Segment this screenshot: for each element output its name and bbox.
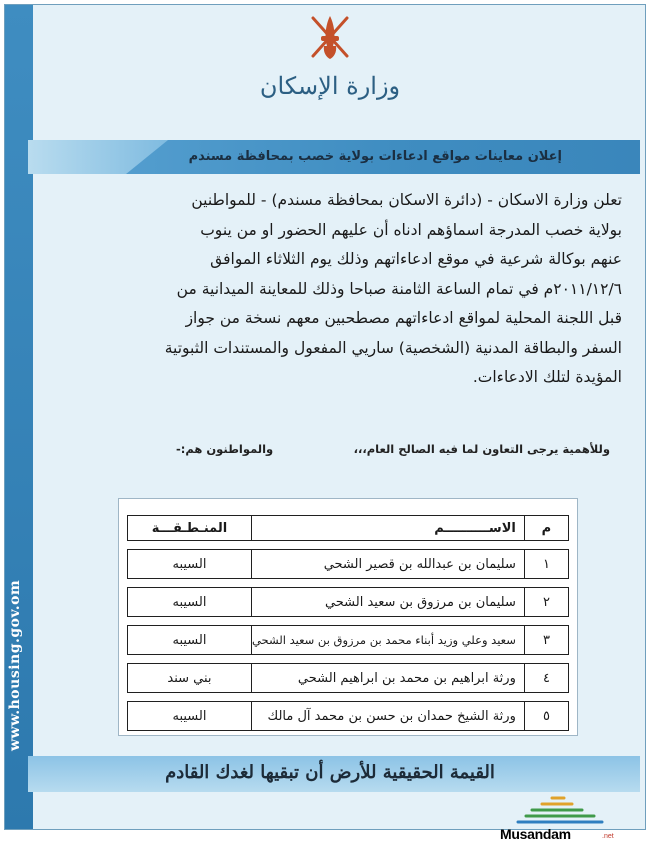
- row-number: ٢: [524, 587, 569, 617]
- row-number: ٥: [524, 701, 569, 731]
- slogan-tagline: القيمة الحقيقية للأرض أن تبقيها لغدك القادم: [165, 762, 495, 783]
- table-row: [127, 587, 569, 617]
- row-number: ٣: [524, 625, 569, 655]
- body-line: السفر والبطاقة المدنية (الشخصية) ساريي المفعول والمستندات الثبوتية: [164, 338, 622, 357]
- header-area: المنـطـقـــة: [127, 515, 251, 541]
- row-name: سعيد وعلي وزيد أبناء محمد بن مرزوق بن سعيد الشحي: [251, 625, 524, 655]
- left-sidebar-band: [5, 5, 33, 829]
- table-row: [127, 549, 569, 579]
- announcement-body: [66, 186, 622, 393]
- watermark-name: Musandam: [500, 826, 571, 842]
- oman-emblem-icon: [307, 12, 353, 62]
- ministry-name: وزارة الإسكان: [259, 72, 401, 100]
- row-name: ورثة ابراهيم بن محمد بن ابراهيم الشحي: [251, 663, 524, 693]
- body-line: قبل اللجنة المحلية لمواقع ادعاءاتهم مصطحبين معهم نسخة من جواز: [185, 309, 622, 327]
- body-line: ٢٠١١/١٢/٦م في تمام الساعة الثامنة صباحا وذلك للمعاينة الميدانية من: [176, 279, 622, 298]
- body-line: تعلن وزارة الاسكان - (دائرة الاسكان بمحافظة مسندم) - للمواطنين: [191, 191, 622, 209]
- website-url[interactable]: www.housing.gov.om: [7, 579, 23, 751]
- row-area: السيبه: [127, 549, 251, 579]
- announcement-headline: إعلان معاينات مواقع ادعاءات بولاية خصب بمحافظة مسندم: [188, 149, 562, 164]
- table-row: [127, 663, 569, 693]
- body-line: المؤيدة لتلك الادعاءات.: [472, 368, 622, 386]
- row-name: سليمان بن عبدالله بن قصير الشحي: [251, 549, 524, 579]
- table-header-row: [127, 515, 569, 541]
- header-name: الاســــــــــم: [251, 515, 524, 541]
- watermark-suffix: .net: [602, 833, 614, 840]
- citizens-table-panel: [118, 498, 578, 736]
- row-number: ٤: [524, 663, 569, 693]
- body-line: بولاية خصب المدرجة اسماؤهم ادناه أن عليهم الحضور او من ينوب: [200, 220, 622, 239]
- row-name: ورثة الشيخ حمدان بن حسن بن محمد آل مالك: [251, 701, 524, 731]
- row-area: السيبه: [127, 587, 251, 617]
- cooperation-note: وللأهمية يرجى التعاون لما فيه الصالح العام،،،: [353, 442, 610, 456]
- row-number: ١: [524, 549, 569, 579]
- table-row: [127, 625, 569, 655]
- row-area: السيبه: [127, 701, 251, 731]
- row-area: بني سند: [127, 663, 251, 693]
- row-name: سليمان بن مرزوق بن سعيد الشحي: [251, 587, 524, 617]
- table-row: [127, 701, 569, 731]
- body-line: عنهم بوكالة شرعية في موقع ادعاءاتهم وذلك يوم الثلاثاء الموافق: [210, 250, 622, 268]
- citizens-table: [127, 507, 569, 739]
- citizens-label: والمواطنون هم:-: [176, 442, 274, 456]
- header-number: م: [524, 515, 569, 541]
- row-area: السيبه: [127, 625, 251, 655]
